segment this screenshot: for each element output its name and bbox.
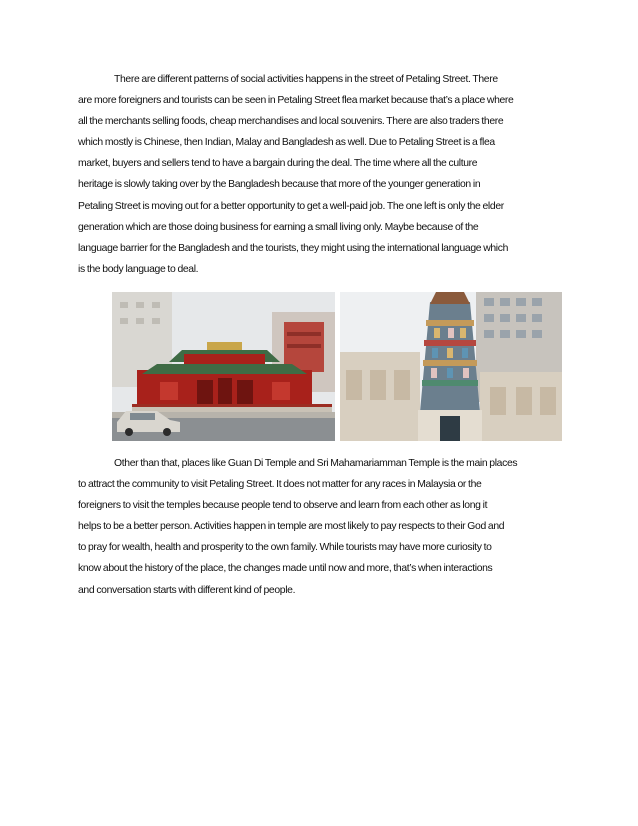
text-line: which mostly is Chinese, then Indian, Malay and Bangladesh as well. Due to Petaling Street is a flea	[78, 137, 495, 149]
text-line: know about the history of the place, the changes made until now and more, that’s when interactions	[78, 563, 493, 575]
guan-di-temple-photo	[112, 292, 335, 441]
text-line: Other than that, places like Guan Di Temple and Sri Mahamariamman Temple is the main places	[114, 458, 518, 469]
text-line: language barrier for the Bangladesh and the tourists, they might using the international language which	[78, 242, 509, 254]
guan-di-temple-illustration	[112, 292, 335, 441]
text-line: to pray for wealth, health and prosperity to the own family. While tourists may have more curiosity to	[78, 542, 492, 554]
text-line: There are different patterns of social activities happens in the street of Petaling Street. There	[114, 74, 498, 85]
text-line: Petaling Street is moving out for a better opportunity to get a well-paid job. The one left is only the elder	[78, 200, 504, 212]
paragraph-petaling-street-activities	[78, 69, 568, 280]
paragraph-temples	[78, 453, 568, 601]
text-line: is the body language to deal.	[78, 263, 199, 275]
text-line: market, buyers and sellers tend to have a bargain during the deal. The time where all the culture	[78, 158, 478, 170]
text-line: heritage is slowly taking over by the Bangladesh because that more of the younger generation in	[78, 179, 481, 191]
text-line: to attract the community to visit Petaling Street. It does not matter for any races in Malaysia or the	[78, 479, 482, 491]
text-line: helps to be a better person. Activities happen in temple are most likely to pay respects to their God and	[78, 521, 505, 533]
text-line: all the merchants selling foods, cheap merchandises and local souvenirs. There are also traders there	[78, 116, 504, 128]
sri-mahamariamman-temple-photo	[340, 292, 562, 441]
text-line: generation which are those doing business for earning a small living only. Maybe because of the	[78, 221, 479, 233]
text-line: are more foreigners and tourists can be seen in Petaling Street flea market because that’s a place where	[78, 95, 514, 107]
text-line: foreigners to visit the temples because people tend to observe and learn from each other as long it	[78, 500, 488, 512]
text-line: and conversation starts with different kind of people.	[78, 584, 296, 596]
sri-mahamariamman-temple-illustration	[340, 292, 562, 441]
